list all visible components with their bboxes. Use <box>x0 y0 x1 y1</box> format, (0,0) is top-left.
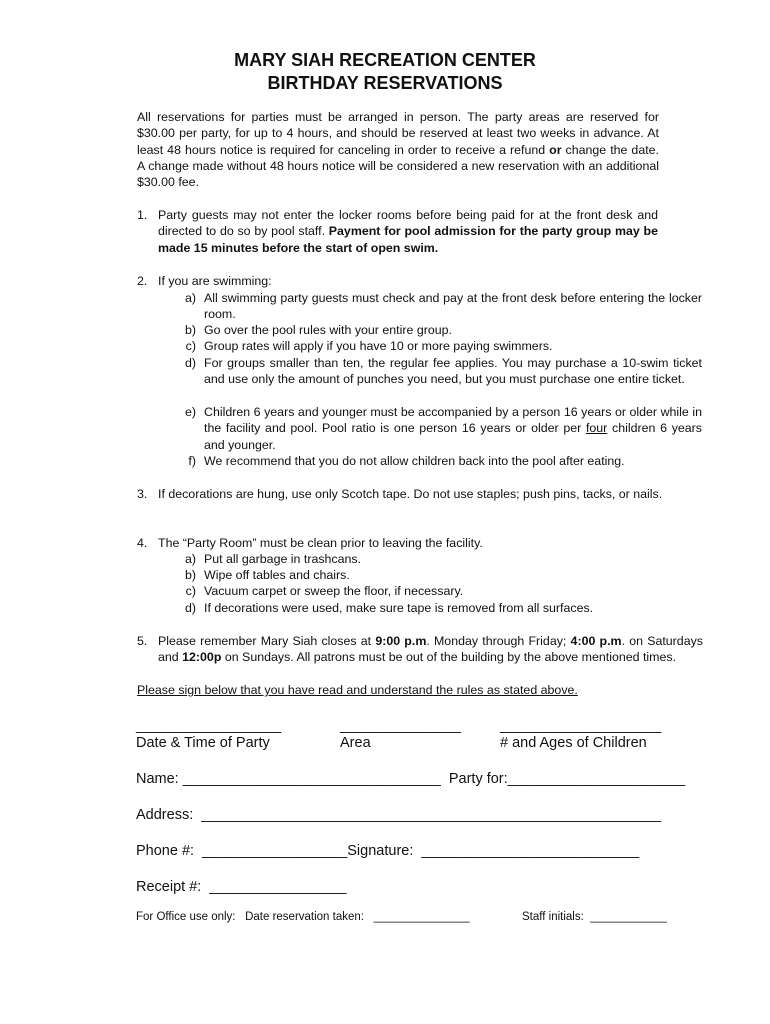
name-party-field[interactable]: Name: ________________________________ Party for:______________________ <box>136 771 686 787</box>
title-line-2: BIRTHDAY RESERVATIONS <box>267 73 503 93</box>
area-blank[interactable]: _______________ <box>340 718 461 734</box>
rule-5-text-2: . Monday through Friday; <box>426 634 571 648</box>
rule-5-number: 5. <box>137 634 148 648</box>
rule-4-text: The “Party Room” must be clean prior to leaving the facility. <box>158 536 483 550</box>
rule-2c-text: Group rates will apply if you have 10 or more paying swimmers. <box>204 339 553 353</box>
rule-2b-label: b) <box>184 323 196 337</box>
rule-2-text: If you are swimming: <box>158 274 272 288</box>
rule-1-text <box>158 207 658 256</box>
rule-4c-text: Vacuum carpet or sweep the floor, if necessary. <box>204 584 464 598</box>
date-time-label: Date & Time of Party <box>136 735 270 751</box>
intro-text-2: change the date. A change made without 48 hours notice will be considered a new reservation with an additional $30.00 fee. <box>137 142 659 190</box>
rule-2f-text: We recommend that you do not allow children back into the pool after eating. <box>204 454 625 468</box>
rule-1-bold: Payment for pool admission for the party group may be made 15 minutes before the start of open swim. <box>158 224 659 255</box>
rule-4d-text: If decorations were used, make sure tape is removed from all surfaces. <box>204 601 594 615</box>
rule-5-bold-2: 4:00 p.m <box>570 634 622 648</box>
phone-signature-field[interactable]: Phone #: __________________Signature: ___________________________ <box>136 843 640 859</box>
rule-4d-label: d) <box>184 601 196 615</box>
rule-2d-text: For groups smaller than ten, the regular fee applies. You may purchase a 10-swim ticket and use only the amount of punches you need, but you must purchase one entire ticket. <box>204 356 702 387</box>
rule-2e-text <box>204 404 702 453</box>
intro-text-1: All reservations for parties must be arranged in person. The party areas are reserved for $30.00 per party, for up to 4 hours, and should be reserved at least two weeks in advance. At least 48 hours notice is required for canceling in order to receive a refund <box>137 110 659 157</box>
children-blank[interactable]: ____________________ <box>500 718 662 734</box>
rule-2f-label: f) <box>188 454 196 468</box>
rule-3-number: 3. <box>137 487 148 501</box>
rule-2e-text-b: children 6 years and younger. <box>204 421 702 452</box>
rule-5-text-4: on Sundays. All patrons must be out of the building by the above mentioned times. <box>221 650 676 665</box>
rule-2e-underlined: four <box>585 421 608 436</box>
intro-bold-or: or <box>549 142 562 157</box>
rule-3-text: If decorations are hung, use only Scotch tape. Do not use staples; push pins, tacks, or nails. <box>158 487 663 501</box>
date-time-blank[interactable]: __________________ <box>136 718 282 734</box>
rule-4c-label: c) <box>185 584 196 598</box>
rule-2b-text: Go over the pool rules with your entire group. <box>204 323 452 337</box>
rule-2c-label: c) <box>185 339 196 353</box>
rule-2-number: 2. <box>137 274 148 288</box>
rule-5-bold-3: 12:00p <box>182 650 222 665</box>
office-staff-initials: Staff initials: ____________ <box>522 911 667 923</box>
rule-5-text <box>158 633 703 666</box>
receipt-field[interactable]: Receipt #: _________________ <box>136 879 347 895</box>
rule-1-number: 1. <box>137 208 148 222</box>
rule-4b-text: Wipe off tables and chairs. <box>204 568 350 582</box>
rule-2e-text-a: Children 6 years and younger must be accompanied by a person 16 years or older while in the facility and pool. Pool ratio is one person 16 years or older per <box>204 405 702 436</box>
rule-5-text-3: . on Saturdays and <box>158 634 703 665</box>
title-line-1: MARY SIAH RECREATION CENTER <box>234 50 536 70</box>
sign-instruction: Please sign below that you have read and understand the rules as stated above. <box>137 683 578 697</box>
office-use-date: For Office use only: Date reservation taken: _______________ <box>136 911 470 923</box>
rule-2a-text: All swimming party guests must check and pay at the front desk before entering the locker room. <box>204 291 702 322</box>
intro-paragraph <box>137 109 659 190</box>
rule-1-plain: Party guests may not enter the locker rooms before being paid for at the front desk and directed to do so by pool staff. <box>158 208 658 239</box>
rule-4-number: 4. <box>137 536 148 550</box>
rule-2d-label: d) <box>184 356 196 370</box>
rule-5-text-1: Please remember Mary Siah closes at <box>158 634 376 648</box>
rule-2e-label: e) <box>184 405 196 419</box>
rule-4a-label: a) <box>184 552 196 566</box>
rule-5-bold-1: 9:00 p.m <box>375 634 427 648</box>
rule-4b-label: b) <box>184 568 196 582</box>
address-field[interactable]: Address: _________________________________________________________ <box>136 807 661 823</box>
rule-2a-label: a) <box>184 291 196 305</box>
children-label: # and Ages of Children <box>500 735 647 751</box>
rule-4a-text: Put all garbage in trashcans. <box>204 552 362 566</box>
area-label: Area <box>340 735 371 751</box>
